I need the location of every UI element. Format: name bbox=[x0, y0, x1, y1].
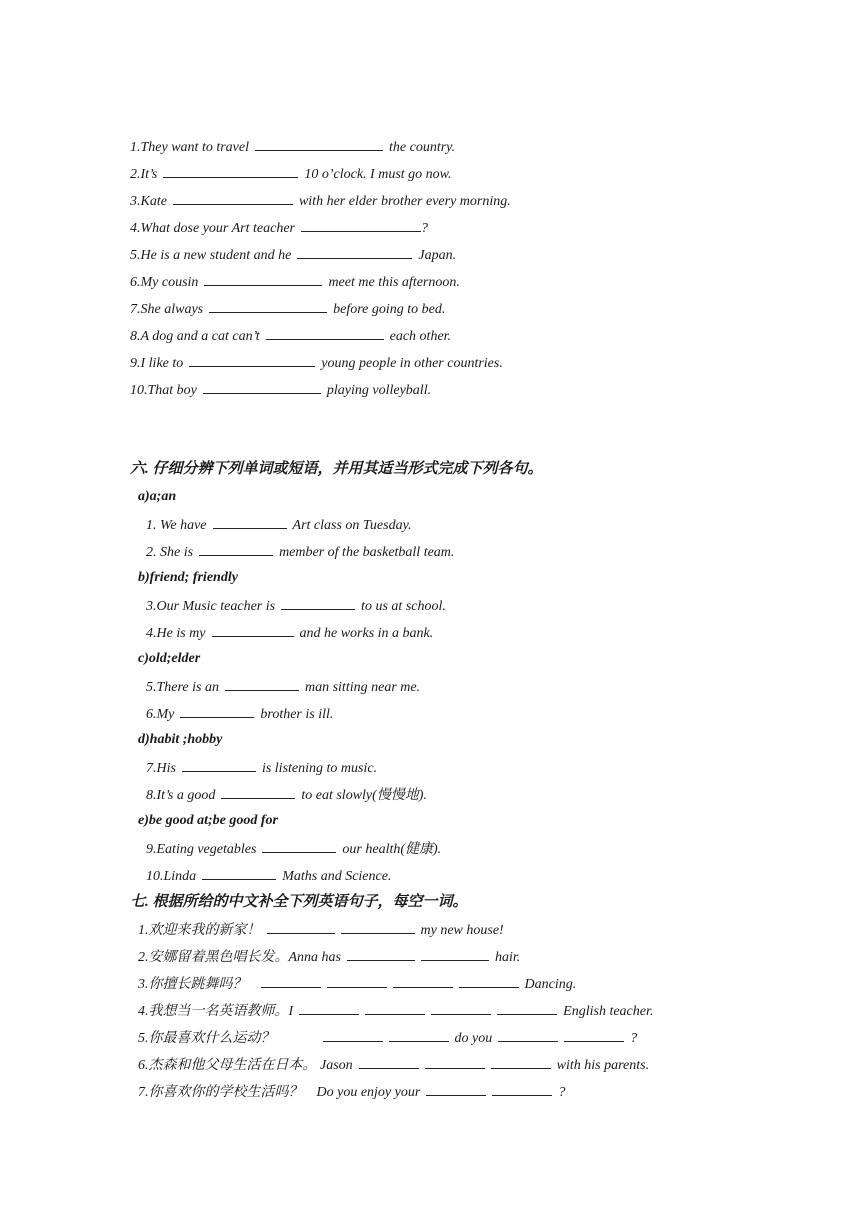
exercise-line: 10.That boy playing volleyball. bbox=[130, 380, 431, 400]
exercise-line: 4.我想当一名英语教师。I English teacher. bbox=[138, 1001, 653, 1021]
answer-blank[interactable] bbox=[359, 1055, 419, 1069]
answer-blank[interactable] bbox=[389, 1028, 449, 1042]
section-heading: 六. 仔细分辨下列单词或短语，并用其适当形式完成下列各句。 bbox=[130, 461, 543, 477]
exercise-line: 3.Kate with her elder brother every morning. bbox=[130, 191, 511, 211]
answer-blank[interactable] bbox=[266, 326, 384, 340]
answer-blank[interactable] bbox=[180, 704, 254, 718]
answer-blank[interactable] bbox=[299, 1001, 359, 1015]
word-group-label: a)a;an bbox=[138, 489, 177, 504]
exercise-line: 6.My cousin meet me this afternoon. bbox=[130, 272, 460, 292]
answer-blank[interactable] bbox=[341, 920, 415, 934]
answer-blank[interactable] bbox=[189, 353, 315, 367]
exercise-line: 7.His is listening to music. bbox=[146, 758, 377, 778]
exercise-line: 5.There is an man sitting near me. bbox=[146, 677, 420, 697]
exercise-line: 5.He is a new student and he Japan. bbox=[130, 245, 456, 265]
answer-blank[interactable] bbox=[261, 974, 321, 988]
answer-blank[interactable] bbox=[297, 245, 412, 259]
answer-blank[interactable] bbox=[163, 164, 298, 178]
answer-blank[interactable] bbox=[393, 974, 453, 988]
answer-blank[interactable] bbox=[221, 785, 295, 799]
answer-blank[interactable] bbox=[492, 1082, 552, 1096]
exercise-line: 1.欢迎来我的新家！ my new house! bbox=[138, 920, 504, 940]
exercise-line: 4.What dose your Art teacher ? bbox=[130, 218, 428, 238]
exercise-line: 2.安娜留着黑色唱长发。Anna has hair. bbox=[138, 947, 520, 967]
exercise-line: 1.They want to travel the country. bbox=[130, 137, 455, 157]
answer-blank[interactable] bbox=[202, 866, 276, 880]
answer-blank[interactable] bbox=[255, 137, 383, 151]
answer-blank[interactable] bbox=[182, 758, 256, 772]
answer-blank[interactable] bbox=[459, 974, 519, 988]
answer-blank[interactable] bbox=[267, 920, 335, 934]
section-heading: 七. 根据所给的中文补全下列英语句子，每空一词。 bbox=[130, 894, 468, 910]
word-group-label: b)friend; friendly bbox=[138, 570, 238, 585]
answer-blank[interactable] bbox=[262, 839, 336, 853]
exercise-line: 8.It’s a good to eat slowly(慢慢地). bbox=[146, 785, 427, 805]
exercise-line: 5.你最喜欢什么运动？ do you ? bbox=[138, 1028, 637, 1048]
exercise-line: 7.She always before going to bed. bbox=[130, 299, 445, 319]
exercise-line: 3.你擅长跳舞吗？ Dancing. bbox=[138, 974, 576, 994]
answer-blank[interactable] bbox=[564, 1028, 624, 1042]
answer-blank[interactable] bbox=[497, 1001, 557, 1015]
answer-blank[interactable] bbox=[204, 272, 322, 286]
answer-blank[interactable] bbox=[213, 515, 287, 529]
answer-blank[interactable] bbox=[173, 191, 293, 205]
exercise-line: 2.It’s 10 o’clock. I must go now. bbox=[130, 164, 451, 184]
answer-blank[interactable] bbox=[212, 623, 294, 637]
exercise-line: 4.He is my and he works in a bank. bbox=[146, 623, 433, 643]
answer-blank[interactable] bbox=[281, 596, 355, 610]
exercise-line: 6.My brother is ill. bbox=[146, 704, 333, 724]
exercise-line: 8.A dog and a cat can’t each other. bbox=[130, 326, 451, 346]
answer-blank[interactable] bbox=[421, 947, 489, 961]
answer-blank[interactable] bbox=[199, 542, 273, 556]
exercise-line: 9.I like to young people in other countries. bbox=[130, 353, 503, 373]
answer-blank[interactable] bbox=[347, 947, 415, 961]
answer-blank[interactable] bbox=[498, 1028, 558, 1042]
exercise-line: 2. She is member of the basketball team. bbox=[146, 542, 454, 562]
answer-blank[interactable] bbox=[491, 1055, 551, 1069]
answer-blank[interactable] bbox=[426, 1082, 486, 1096]
word-group-label: c)old;elder bbox=[138, 651, 201, 666]
answer-blank[interactable] bbox=[431, 1001, 491, 1015]
word-group-label: d)habit ;hobby bbox=[138, 732, 223, 747]
answer-blank[interactable] bbox=[209, 299, 327, 313]
answer-blank[interactable] bbox=[327, 974, 387, 988]
exercise-line: 9.Eating vegetables our health(健康). bbox=[146, 839, 441, 859]
answer-blank[interactable] bbox=[365, 1001, 425, 1015]
word-group-label: e)be good at;be good for bbox=[138, 813, 278, 828]
exercise-line: 6.杰森和他父母生活在日本。 Jason with his parents. bbox=[138, 1055, 649, 1075]
exercise-line: 7.你喜欢你的学校生活吗？ Do you enjoy your ? bbox=[138, 1082, 565, 1102]
answer-blank[interactable] bbox=[301, 218, 421, 232]
answer-blank[interactable] bbox=[425, 1055, 485, 1069]
exercise-line: 3.Our Music teacher is to us at school. bbox=[146, 596, 446, 616]
exercise-line: 10.Linda Maths and Science. bbox=[146, 866, 391, 886]
answer-blank[interactable] bbox=[323, 1028, 383, 1042]
answer-blank[interactable] bbox=[225, 677, 299, 691]
answer-blank[interactable] bbox=[203, 380, 321, 394]
exercise-line: 1. We have Art class on Tuesday. bbox=[146, 515, 412, 535]
